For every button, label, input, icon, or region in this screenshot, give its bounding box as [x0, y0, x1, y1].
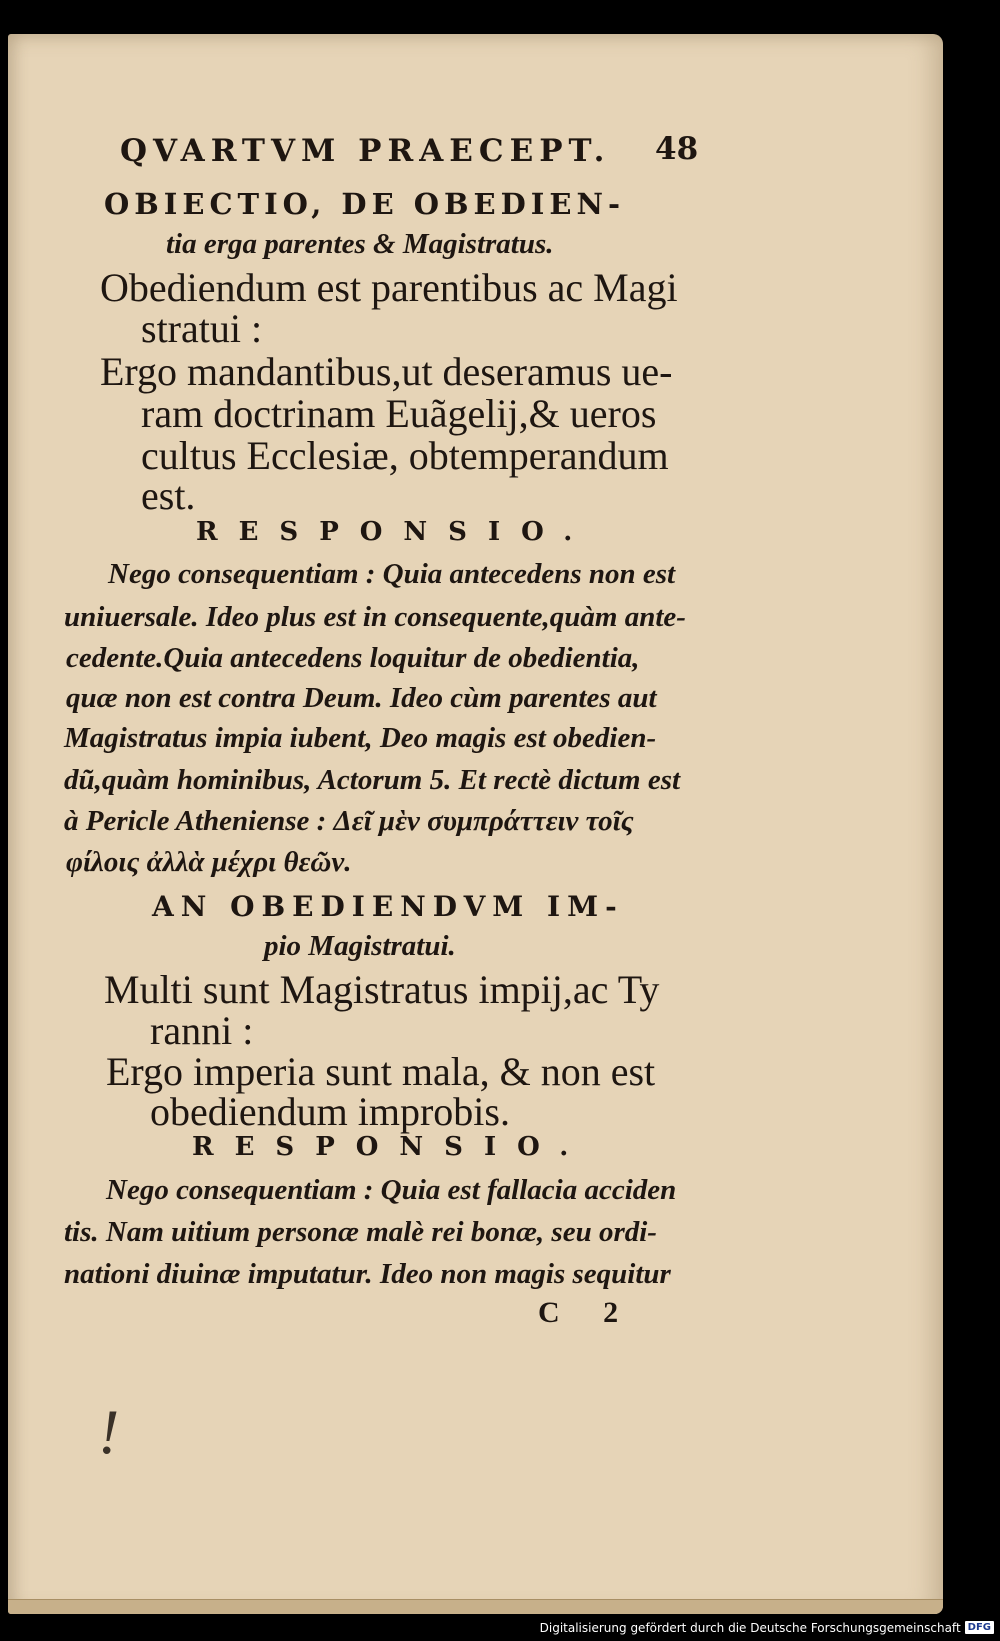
- text-line: Magistratus impia iubent, Deo magis est obedien-: [64, 722, 657, 754]
- text-line: dũ,quàm hominibus, Actorum 5. Et rectè dictum est: [64, 764, 681, 796]
- text-line: cedente.Quia antecedens loquitur de obedientia,: [66, 642, 640, 674]
- text-line: cultus Ecclesiæ, obtemperandum: [141, 433, 669, 478]
- text-line: nationi diuinæ imputatur. Ideo non magis sequitur: [64, 1258, 671, 1290]
- responsio-heading: RESPONSIO.: [192, 1132, 590, 1162]
- text-line: obediendum improbis.: [150, 1089, 510, 1134]
- section-heading-continued: tia erga parentes & Magistratus.: [166, 228, 554, 260]
- folio-number: 48: [655, 131, 699, 167]
- page-edge: [8, 1599, 943, 1614]
- text-line: stratui :: [141, 306, 263, 351]
- text-line: quæ non est contra Deum. Ideo cùm parentes aut: [66, 682, 657, 714]
- text-line: ranni :: [150, 1008, 254, 1053]
- text-line: Obediendum est parentibus ac Magi: [100, 265, 678, 310]
- text-line: ram doctrinam Euãgelij,& ueros: [141, 391, 657, 436]
- section-heading: AN OBEDIENDVM IM-: [152, 890, 624, 923]
- text-line: uniuersale. Ideo plus est in consequente,quàm ante-: [64, 601, 686, 633]
- section-heading-continued: pio Magistratui.: [264, 930, 456, 962]
- text-line: Ergo mandantibus,ut deseramus ue-: [100, 349, 673, 394]
- pencil-margin-mark: !: [98, 1396, 120, 1467]
- digitization-credit-bar: [0, 1614, 1000, 1641]
- text-line: est.: [141, 473, 196, 518]
- dfg-logo-icon: DFG: [965, 1621, 994, 1634]
- running-head: QVARTVM PRAECEPT.: [120, 133, 611, 169]
- text-line: Nego consequentiam : Quia antecedens non est: [108, 558, 676, 590]
- text-line: Nego consequentiam : Quia est fallacia acciden: [106, 1174, 677, 1206]
- section-heading: OBIECTIO, DE OBEDIEN-: [104, 187, 626, 221]
- signature-mark: C 2: [538, 1296, 637, 1329]
- credit-text: Digitalisierung gefördert durch die Deutsche Forschungsgemeinschaft: [539, 1620, 961, 1635]
- text-line: à Pericle Atheniense : Δεῖ μὲν συμπράττειν τοῖς: [64, 805, 634, 837]
- text-line: tis. Nam uitium personæ malè rei bonæ, seu ordi-: [64, 1216, 657, 1248]
- text-line: φίλοις ἀλλὰ μέχρι θεῶν.: [66, 846, 352, 878]
- text-line: Multi sunt Magistratus impij,ac Ty: [104, 967, 660, 1012]
- text-line: Ergo imperia sunt mala, & non est: [106, 1049, 656, 1094]
- responsio-heading: RESPONSIO.: [196, 517, 594, 547]
